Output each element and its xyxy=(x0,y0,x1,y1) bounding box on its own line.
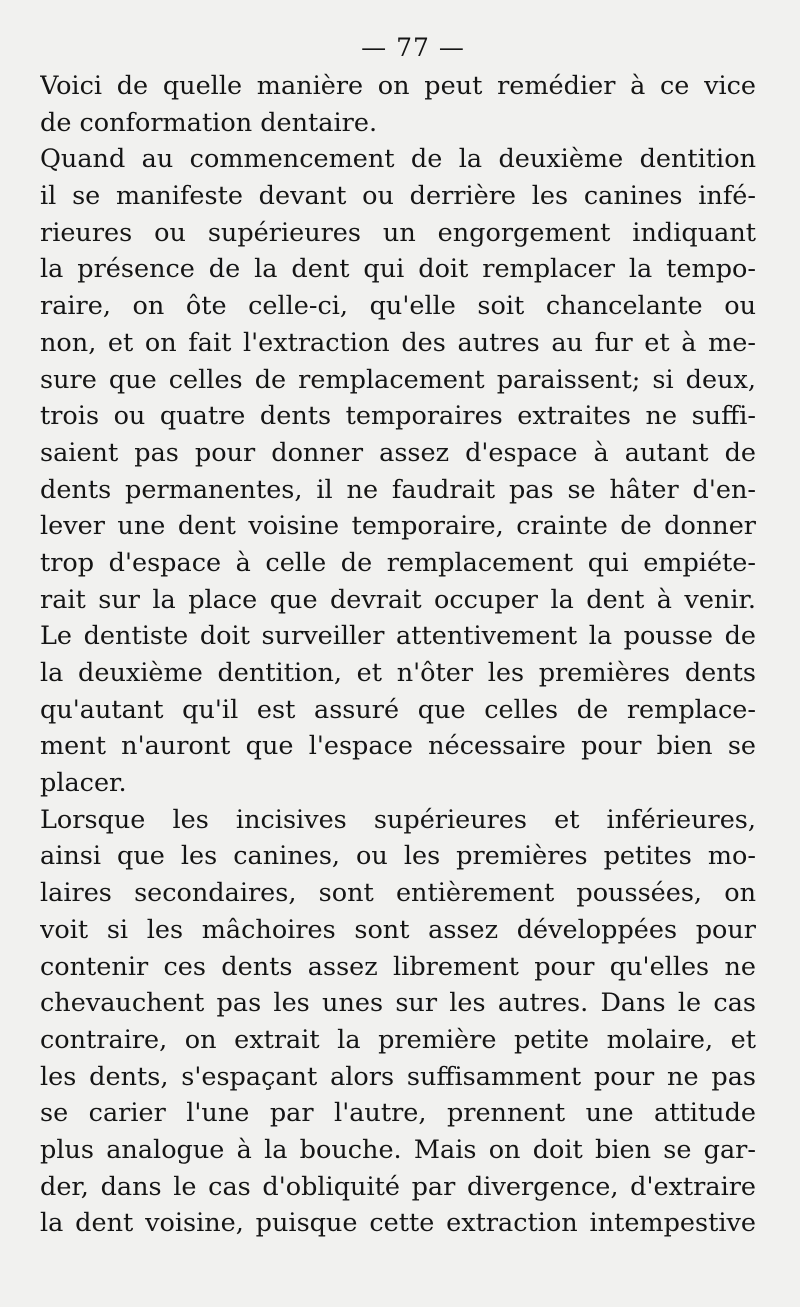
text-line: placer. xyxy=(40,768,127,799)
text-line: raire, on ôte celle-ci, qu'elle soit chancelante ou xyxy=(40,291,756,322)
text-line: laires secondaires, sont entièrement poussées, on xyxy=(40,878,756,909)
text-line: se carier l'une par l'autre, prennent une attitude xyxy=(40,1098,756,1129)
text-line: la présence de la dent qui doit remplacer la tempo- xyxy=(40,254,756,285)
text-line: rieures ou supérieures un engorgement indiquant xyxy=(40,217,756,248)
text-line: contenir ces dents assez librement pour qu'elles ne xyxy=(40,951,756,982)
text-line: lever une dent voisine temporaire, crainte de donner xyxy=(40,511,756,542)
text-line: Lorsque les incisives supérieures et inférieures, xyxy=(40,804,756,835)
text-line: la deuxième dentition, et n'ôter les premières dents xyxy=(40,658,756,688)
text-line: il se manifeste devant ou derrière les canines infé- xyxy=(40,181,756,212)
text-line: contraire, on extrait la première petite molaire, et xyxy=(40,1024,756,1055)
text-line: chevauchent pas les unes sur les autres. Dans le cas xyxy=(40,988,756,1019)
text-line: rait sur la place que devrait occuper la dent à venir. xyxy=(40,584,756,615)
paragraph xyxy=(40,141,756,801)
text-line: Le dentiste doit surveiller attentivement la pousse de xyxy=(40,621,756,652)
page-body-text xyxy=(40,68,756,1242)
text-line: trop d'espace à celle de remplacement qui empiéte- xyxy=(40,547,756,578)
text-line: sure que celles de remplacement paraissent; si deux, xyxy=(40,364,756,395)
text-line: plus analogue à la bouche. Mais on doit bien se gar- xyxy=(40,1134,756,1165)
text-line: saient pas pour donner assez d'espace à autant de xyxy=(40,437,756,468)
text-line: Quand au commencement de la deuxième dentition xyxy=(40,144,756,175)
text-line: de conformation dentaire. xyxy=(40,107,378,138)
text-line: der, dans le cas d'obliquité par divergence, d'extraire xyxy=(40,1171,756,1202)
text-line: non, et on fait l'extraction des autres au fur et à me- xyxy=(40,327,756,358)
text-line: Voici de quelle manière on peut remédier à ce vice xyxy=(40,71,756,101)
text-line: qu'autant qu'il est assuré que celles de remplace- xyxy=(40,694,756,725)
text-line: dents permanentes, il ne faudrait pas se hâter d'en- xyxy=(40,474,756,505)
page-number: — 77 — xyxy=(361,33,465,62)
paragraph xyxy=(40,68,756,141)
text-line: ainsi que les canines, ou les premières petites mo- xyxy=(40,841,756,872)
text-line: les dents, s'espaçant alors suffisamment pour ne pas xyxy=(40,1061,756,1092)
text-line: ment n'auront que l'espace nécessaire pour bien se xyxy=(40,731,756,762)
text-line: trois ou quatre dents temporaires extraites ne suffi- xyxy=(40,401,756,432)
paragraph xyxy=(40,802,756,1242)
text-line: voit si les mâchoires sont assez développées pour xyxy=(40,914,756,945)
text-line: la dent voisine, puisque cette extraction intempestive xyxy=(40,1208,756,1239)
